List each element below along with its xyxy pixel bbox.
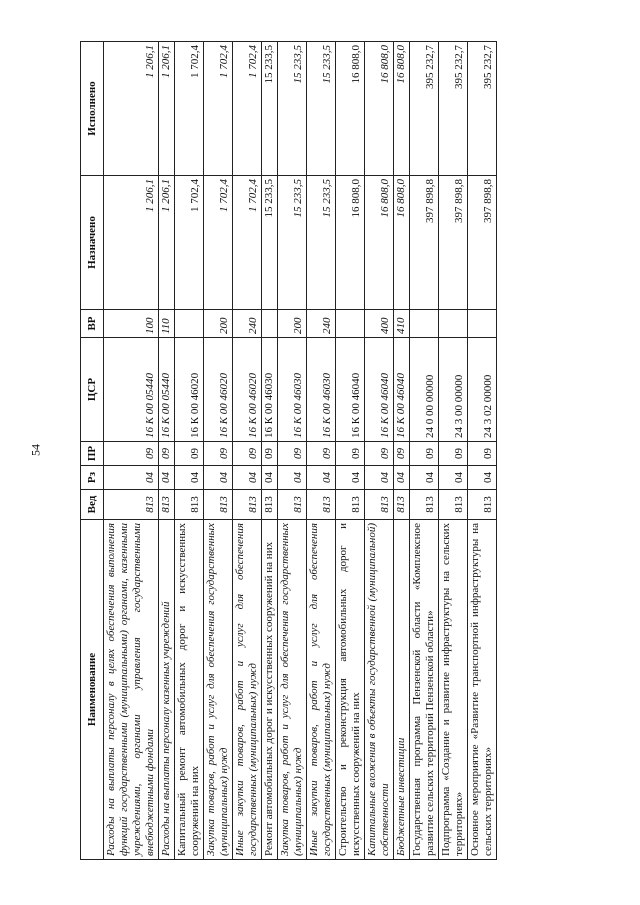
cell-name: Иные закупки товаров, работ и услуг для обеспечения государственных (муниципальных) нужд	[233, 520, 262, 860]
cell-name: Расходы на выплаты персоналу в целях обеспечения выполнения функций государственными (муниципальными) органами, казенными учреждениями, органами управления государственными внебюджетными фондами	[104, 520, 159, 860]
cell-csr: 16 К 00 46020	[175, 338, 204, 442]
cell-csr: 16 К 00 46030	[262, 338, 278, 442]
cell-ved: 813	[175, 490, 204, 520]
cell-assigned: 1 702,4	[175, 176, 204, 310]
table-row	[365, 42, 394, 860]
table-row	[262, 42, 278, 860]
cell-vr: 110	[159, 310, 175, 338]
cell-assigned: 16 808,0	[394, 176, 410, 310]
cell-vr	[468, 310, 497, 338]
table-row	[410, 42, 439, 860]
header-vr: ВР	[81, 310, 104, 338]
page-number: 54	[28, 444, 43, 456]
cell-rz: 04	[175, 466, 204, 490]
table-row	[307, 42, 336, 860]
rotated-table-container	[80, 42, 618, 860]
cell-vr	[410, 310, 439, 338]
cell-name: Бюджетные инвестиции	[394, 520, 410, 860]
cell-pr: 09	[204, 442, 233, 466]
cell-csr: 16 К 00 46040	[336, 338, 365, 442]
table-row	[278, 42, 307, 860]
cell-vr: 100	[104, 310, 159, 338]
table-row	[104, 42, 159, 860]
cell-executed: 15 233,5	[307, 42, 336, 176]
cell-name: Подпрограмма «Создание и развитие инфраструктуры на сельских территориях»	[439, 520, 468, 860]
cell-pr: 09	[410, 442, 439, 466]
cell-vr	[439, 310, 468, 338]
cell-pr: 09	[159, 442, 175, 466]
table-row	[394, 42, 410, 860]
header-pr: ПР	[81, 442, 104, 466]
cell-executed: 16 808,0	[394, 42, 410, 176]
cell-ved: 813	[365, 490, 394, 520]
cell-executed: 395 232,7	[468, 42, 497, 176]
header-name: Наименование	[81, 520, 104, 860]
cell-executed: 395 232,7	[439, 42, 468, 176]
cell-csr: 16 К 00 46040	[394, 338, 410, 442]
cell-rz: 04	[278, 466, 307, 490]
header-executed: Исполнено	[81, 42, 104, 176]
table-row	[204, 42, 233, 860]
cell-ved: 813	[439, 490, 468, 520]
cell-name: Основное мероприятие «Развитие транспортной инфраструктуры на сельских территориях»	[468, 520, 497, 860]
cell-rz: 04	[233, 466, 262, 490]
table-row	[439, 42, 468, 860]
budget-table	[80, 41, 497, 860]
cell-csr: 16 К 00 05440	[159, 338, 175, 442]
cell-ved: 813	[204, 490, 233, 520]
cell-csr: 16 К 00 46020	[204, 338, 233, 442]
cell-name: Государственная программа Пензенской области «Комплексное развитие сельских территорий Пензенской области»	[410, 520, 439, 860]
cell-name: Капитальный ремонт автомобильных дорог и искусственных сооружений на них	[175, 520, 204, 860]
cell-executed: 15 233,5	[262, 42, 278, 176]
cell-ved: 813	[307, 490, 336, 520]
cell-pr: 09	[233, 442, 262, 466]
cell-vr: 200	[278, 310, 307, 338]
cell-pr: 09	[394, 442, 410, 466]
cell-vr	[262, 310, 278, 338]
cell-assigned: 15 233,5	[262, 176, 278, 310]
cell-vr	[336, 310, 365, 338]
cell-vr: 410	[394, 310, 410, 338]
cell-assigned: 397 898,8	[410, 176, 439, 310]
cell-csr: 16 К 00 05440	[104, 338, 159, 442]
cell-name: Капитальные вложения в объекты государственной (муниципальной) собственности	[365, 520, 394, 860]
cell-rz: 04	[204, 466, 233, 490]
cell-assigned: 1 206,1	[104, 176, 159, 310]
cell-ved: 813	[262, 490, 278, 520]
header-ved: Вед	[81, 490, 104, 520]
cell-vr: 400	[365, 310, 394, 338]
cell-assigned: 397 898,8	[439, 176, 468, 310]
cell-name: Иные закупки товаров, работ и услуг для обеспечения государственных (муниципальных) нужд	[307, 520, 336, 860]
cell-ved: 813	[336, 490, 365, 520]
cell-executed: 1 206,1	[104, 42, 159, 176]
cell-csr: 16 К 00 46030	[278, 338, 307, 442]
cell-executed: 1 702,4	[233, 42, 262, 176]
cell-assigned: 16 808,0	[365, 176, 394, 310]
cell-vr: 200	[204, 310, 233, 338]
cell-pr: 09	[262, 442, 278, 466]
cell-executed: 1 702,4	[204, 42, 233, 176]
cell-assigned: 1 702,4	[204, 176, 233, 310]
table-row	[336, 42, 365, 860]
cell-name: Ремонт автомобильных дорог и искусственных сооружений на них	[262, 520, 278, 860]
cell-executed: 1 702,4	[175, 42, 204, 176]
cell-executed: 15 233,5	[278, 42, 307, 176]
cell-rz: 04	[468, 466, 497, 490]
cell-name: Закупка товаров, работ и услуг для обеспечения государственных (муниципальных) нужд	[278, 520, 307, 860]
cell-assigned: 15 233,5	[278, 176, 307, 310]
cell-pr: 09	[278, 442, 307, 466]
cell-name: Строительство и реконструкция автомобильных дорог и искусственных сооружений на них	[336, 520, 365, 860]
cell-csr: 16 К 00 46040	[365, 338, 394, 442]
cell-ved: 813	[410, 490, 439, 520]
cell-assigned: 397 898,8	[468, 176, 497, 310]
table-header-row	[81, 42, 104, 860]
cell-vr: 240	[233, 310, 262, 338]
cell-csr: 24 3 00 00000	[439, 338, 468, 442]
table-row	[233, 42, 262, 860]
cell-ved: 813	[278, 490, 307, 520]
cell-pr: 09	[439, 442, 468, 466]
cell-csr: 24 0 00 00000	[410, 338, 439, 442]
cell-rz: 04	[159, 466, 175, 490]
header-rz: Рз	[81, 466, 104, 490]
table-row	[175, 42, 204, 860]
cell-rz: 04	[394, 466, 410, 490]
header-csr: ЦСР	[81, 338, 104, 442]
cell-rz: 04	[439, 466, 468, 490]
cell-ved: 813	[233, 490, 262, 520]
cell-rz: 04	[262, 466, 278, 490]
cell-csr: 16 К 00 46020	[233, 338, 262, 442]
cell-vr: 240	[307, 310, 336, 338]
cell-assigned: 1 702,4	[233, 176, 262, 310]
cell-pr: 09	[365, 442, 394, 466]
cell-pr: 09	[307, 442, 336, 466]
cell-pr: 09	[468, 442, 497, 466]
cell-executed: 395 232,7	[410, 42, 439, 176]
table-row	[468, 42, 497, 860]
cell-executed: 16 808,0	[365, 42, 394, 176]
cell-rz: 04	[410, 466, 439, 490]
cell-ved: 813	[104, 490, 159, 520]
cell-assigned: 1 206,1	[159, 176, 175, 310]
cell-rz: 04	[104, 466, 159, 490]
cell-pr: 09	[336, 442, 365, 466]
cell-ved: 813	[159, 490, 175, 520]
cell-executed: 1 206,1	[159, 42, 175, 176]
table-row	[159, 42, 175, 860]
cell-pr: 09	[104, 442, 159, 466]
cell-ved: 813	[468, 490, 497, 520]
cell-assigned: 15 233,5	[307, 176, 336, 310]
cell-csr: 24 3 02 00000	[468, 338, 497, 442]
cell-executed: 16 808,0	[336, 42, 365, 176]
cell-name: Закупка товаров, работ и услуг для обеспечения государственных (муниципальных) нужд	[204, 520, 233, 860]
cell-ved: 813	[394, 490, 410, 520]
cell-rz: 04	[336, 466, 365, 490]
cell-csr: 16 К 00 46030	[307, 338, 336, 442]
cell-pr: 09	[175, 442, 204, 466]
cell-rz: 04	[307, 466, 336, 490]
cell-assigned: 16 808,0	[336, 176, 365, 310]
header-assigned: Назначено	[81, 176, 104, 310]
cell-name: Расходы на выплаты персоналу казенных учреждений	[159, 520, 175, 860]
cell-vr	[175, 310, 204, 338]
cell-rz: 04	[365, 466, 394, 490]
